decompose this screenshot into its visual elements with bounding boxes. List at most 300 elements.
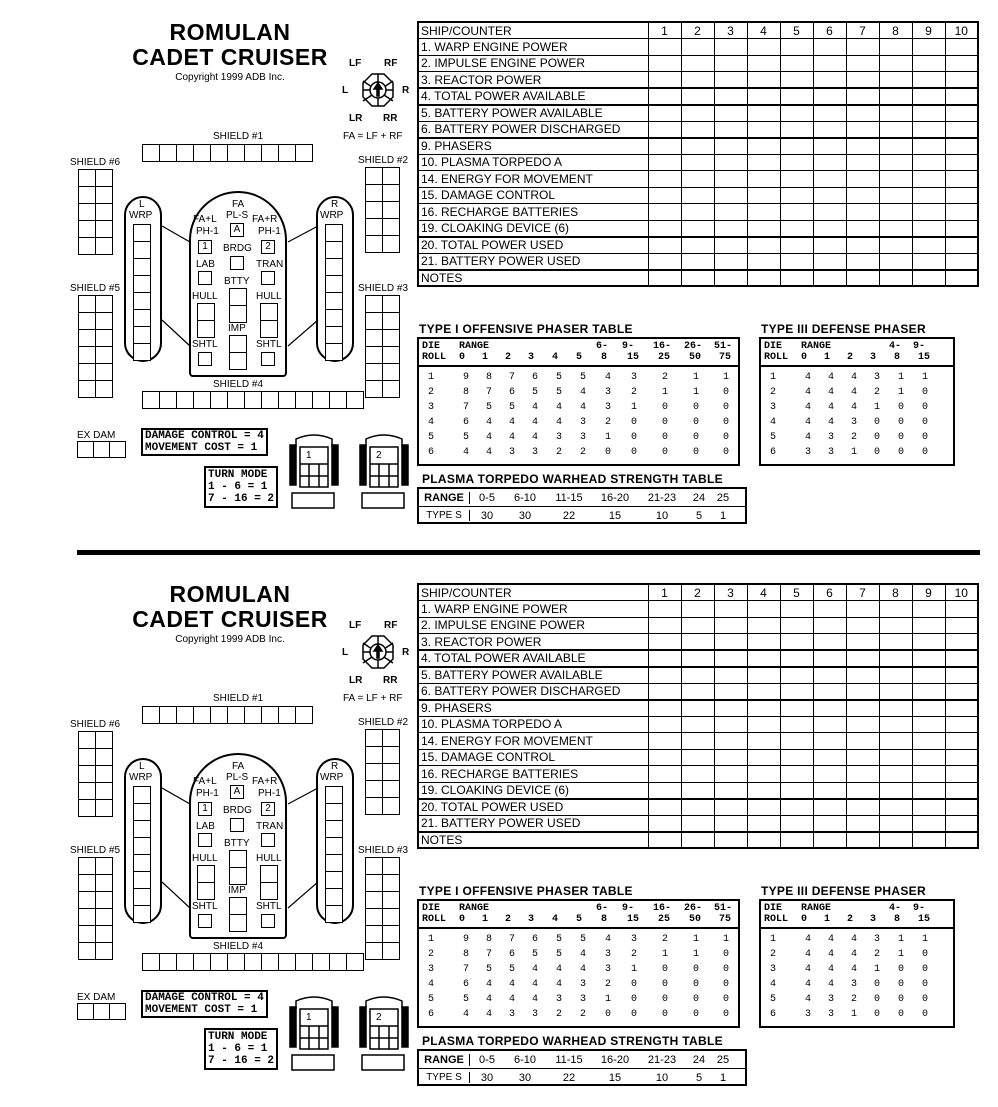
energy-cell[interactable] xyxy=(681,766,714,783)
energy-cell[interactable] xyxy=(681,799,714,816)
energy-cell[interactable] xyxy=(879,55,912,72)
phaser-1-box[interactable]: 1 xyxy=(198,802,212,816)
energy-cell[interactable] xyxy=(879,105,912,122)
energy-cell[interactable] xyxy=(912,270,945,287)
shuttle-left-box[interactable] xyxy=(198,352,212,366)
energy-cell[interactable] xyxy=(879,88,912,105)
energy-cell[interactable] xyxy=(846,700,879,717)
energy-cell[interactable] xyxy=(747,121,780,138)
energy-cell[interactable] xyxy=(846,683,879,700)
energy-cell[interactable] xyxy=(813,683,846,700)
energy-cell[interactable] xyxy=(879,650,912,667)
shield-3-boxes[interactable] xyxy=(365,857,400,960)
energy-cell[interactable] xyxy=(648,39,681,56)
energy-cell[interactable] xyxy=(648,799,681,816)
energy-cell[interactable] xyxy=(780,815,813,832)
energy-cell[interactable] xyxy=(945,749,978,766)
hull-right-boxes[interactable] xyxy=(260,865,278,900)
energy-cell[interactable] xyxy=(747,667,780,684)
energy-cell[interactable] xyxy=(912,204,945,221)
energy-cell[interactable] xyxy=(780,154,813,171)
energy-cell[interactable] xyxy=(945,799,978,816)
energy-cell[interactable] xyxy=(879,634,912,651)
energy-cell[interactable] xyxy=(780,270,813,287)
energy-cell[interactable] xyxy=(813,105,846,122)
energy-cell[interactable] xyxy=(945,105,978,122)
energy-cell[interactable] xyxy=(813,72,846,89)
energy-cell[interactable] xyxy=(813,220,846,237)
energy-cell[interactable] xyxy=(846,88,879,105)
energy-cell[interactable] xyxy=(714,72,747,89)
energy-cell[interactable] xyxy=(879,72,912,89)
energy-cell[interactable] xyxy=(879,749,912,766)
energy-cell[interactable] xyxy=(912,55,945,72)
energy-cell[interactable] xyxy=(648,617,681,634)
energy-cell[interactable] xyxy=(846,121,879,138)
energy-cell[interactable] xyxy=(879,700,912,717)
energy-cell[interactable] xyxy=(912,220,945,237)
energy-cell[interactable] xyxy=(813,601,846,618)
energy-cell[interactable] xyxy=(747,39,780,56)
energy-cell[interactable] xyxy=(813,121,846,138)
energy-cell[interactable] xyxy=(681,601,714,618)
energy-cell[interactable] xyxy=(879,832,912,849)
hull-left-boxes[interactable] xyxy=(197,865,215,900)
energy-cell[interactable] xyxy=(747,88,780,105)
energy-cell[interactable] xyxy=(945,667,978,684)
energy-cell[interactable] xyxy=(747,253,780,270)
energy-cell[interactable] xyxy=(846,253,879,270)
energy-cell[interactable] xyxy=(714,204,747,221)
energy-cell[interactable] xyxy=(747,617,780,634)
phaser-1-box[interactable]: 1 xyxy=(198,240,212,254)
energy-cell[interactable] xyxy=(780,650,813,667)
energy-cell[interactable] xyxy=(813,650,846,667)
energy-cell[interactable] xyxy=(780,105,813,122)
energy-cell[interactable] xyxy=(648,815,681,832)
energy-cell[interactable] xyxy=(780,220,813,237)
shield-4-boxes[interactable] xyxy=(142,953,364,971)
energy-cell[interactable] xyxy=(846,799,879,816)
energy-cell[interactable] xyxy=(813,88,846,105)
energy-cell[interactable] xyxy=(681,154,714,171)
energy-cell[interactable] xyxy=(648,121,681,138)
energy-cell[interactable] xyxy=(945,220,978,237)
energy-cell[interactable] xyxy=(912,667,945,684)
lab-box[interactable] xyxy=(198,271,212,285)
battery-boxes[interactable] xyxy=(229,850,247,885)
energy-cell[interactable] xyxy=(747,105,780,122)
energy-cell[interactable] xyxy=(945,171,978,188)
energy-cell[interactable] xyxy=(879,782,912,799)
energy-cell[interactable] xyxy=(846,601,879,618)
energy-cell[interactable] xyxy=(747,650,780,667)
energy-cell[interactable] xyxy=(714,733,747,750)
energy-cell[interactable] xyxy=(714,799,747,816)
hull-left-boxes[interactable] xyxy=(197,303,215,338)
energy-cell[interactable] xyxy=(813,154,846,171)
energy-cell[interactable] xyxy=(648,601,681,618)
energy-cell[interactable] xyxy=(813,815,846,832)
energy-cell[interactable] xyxy=(912,237,945,254)
energy-cell[interactable] xyxy=(945,733,978,750)
energy-cell[interactable] xyxy=(945,237,978,254)
energy-cell[interactable] xyxy=(714,55,747,72)
energy-cell[interactable] xyxy=(681,187,714,204)
energy-cell[interactable] xyxy=(714,700,747,717)
energy-cell[interactable] xyxy=(681,782,714,799)
energy-cell[interactable] xyxy=(681,88,714,105)
energy-cell[interactable] xyxy=(747,766,780,783)
energy-cell[interactable] xyxy=(714,601,747,618)
energy-cell[interactable] xyxy=(813,782,846,799)
energy-cell[interactable] xyxy=(648,187,681,204)
energy-cell[interactable] xyxy=(945,154,978,171)
energy-cell[interactable] xyxy=(780,766,813,783)
energy-cell[interactable] xyxy=(813,253,846,270)
energy-cell[interactable] xyxy=(714,121,747,138)
energy-cell[interactable] xyxy=(846,138,879,155)
energy-cell[interactable] xyxy=(912,650,945,667)
energy-cell[interactable] xyxy=(813,171,846,188)
energy-cell[interactable] xyxy=(681,700,714,717)
energy-cell[interactable] xyxy=(846,39,879,56)
energy-cell[interactable] xyxy=(846,72,879,89)
energy-cell[interactable] xyxy=(648,237,681,254)
energy-cell[interactable] xyxy=(780,601,813,618)
energy-cell[interactable] xyxy=(780,716,813,733)
shield-1-boxes[interactable] xyxy=(142,706,313,724)
energy-cell[interactable] xyxy=(945,782,978,799)
energy-cell[interactable] xyxy=(846,766,879,783)
energy-cell[interactable] xyxy=(681,121,714,138)
energy-cell[interactable] xyxy=(846,716,879,733)
energy-cell[interactable] xyxy=(714,187,747,204)
energy-cell[interactable] xyxy=(780,88,813,105)
energy-cell[interactable] xyxy=(813,832,846,849)
energy-cell[interactable] xyxy=(780,634,813,651)
energy-cell[interactable] xyxy=(648,55,681,72)
energy-cell[interactable] xyxy=(945,601,978,618)
plasma-torpedo-a-box[interactable]: A xyxy=(230,223,244,237)
energy-cell[interactable] xyxy=(747,683,780,700)
energy-cell[interactable] xyxy=(648,700,681,717)
energy-cell[interactable] xyxy=(648,72,681,89)
energy-cell[interactable] xyxy=(846,617,879,634)
energy-cell[interactable] xyxy=(945,138,978,155)
energy-cell[interactable] xyxy=(648,733,681,750)
energy-cell[interactable] xyxy=(879,815,912,832)
energy-cell[interactable] xyxy=(912,815,945,832)
energy-cell[interactable] xyxy=(846,667,879,684)
energy-cell[interactable] xyxy=(879,601,912,618)
battery-boxes[interactable] xyxy=(229,288,247,323)
energy-cell[interactable] xyxy=(945,832,978,849)
energy-cell[interactable] xyxy=(945,187,978,204)
energy-cell[interactable] xyxy=(681,220,714,237)
energy-cell[interactable] xyxy=(747,237,780,254)
energy-cell[interactable] xyxy=(780,832,813,849)
energy-cell[interactable] xyxy=(681,105,714,122)
energy-cell[interactable] xyxy=(714,171,747,188)
shield-2-boxes[interactable] xyxy=(365,167,400,253)
energy-cell[interactable] xyxy=(714,683,747,700)
energy-cell[interactable] xyxy=(681,237,714,254)
energy-cell[interactable] xyxy=(912,832,945,849)
energy-cell[interactable] xyxy=(681,204,714,221)
energy-cell[interactable] xyxy=(714,617,747,634)
shuttle-right-box[interactable] xyxy=(261,914,275,928)
energy-cell[interactable] xyxy=(912,733,945,750)
energy-cell[interactable] xyxy=(846,270,879,287)
energy-cell[interactable] xyxy=(846,650,879,667)
energy-cell[interactable] xyxy=(912,105,945,122)
energy-cell[interactable] xyxy=(681,650,714,667)
energy-cell[interactable] xyxy=(714,253,747,270)
bridge-box[interactable] xyxy=(230,256,244,270)
energy-cell[interactable] xyxy=(648,683,681,700)
energy-cell[interactable] xyxy=(945,39,978,56)
energy-cell[interactable] xyxy=(648,634,681,651)
energy-cell[interactable] xyxy=(813,634,846,651)
energy-cell[interactable] xyxy=(681,39,714,56)
energy-cell[interactable] xyxy=(747,832,780,849)
energy-cell[interactable] xyxy=(780,667,813,684)
energy-cell[interactable] xyxy=(681,733,714,750)
tran-box[interactable] xyxy=(261,833,275,847)
shield-2-boxes[interactable] xyxy=(365,729,400,815)
energy-cell[interactable] xyxy=(714,716,747,733)
energy-cell[interactable] xyxy=(945,815,978,832)
energy-cell[interactable] xyxy=(912,171,945,188)
shield-5-boxes[interactable] xyxy=(78,295,113,398)
energy-cell[interactable] xyxy=(648,749,681,766)
phaser-2-box[interactable]: 2 xyxy=(261,240,275,254)
energy-cell[interactable] xyxy=(945,634,978,651)
energy-cell[interactable] xyxy=(879,220,912,237)
energy-cell[interactable] xyxy=(945,253,978,270)
energy-cell[interactable] xyxy=(813,237,846,254)
energy-cell[interactable] xyxy=(714,832,747,849)
energy-cell[interactable] xyxy=(780,749,813,766)
phaser-2-box[interactable]: 2 xyxy=(261,802,275,816)
energy-cell[interactable] xyxy=(681,716,714,733)
energy-cell[interactable] xyxy=(879,270,912,287)
energy-cell[interactable] xyxy=(747,154,780,171)
exdam-boxes[interactable] xyxy=(77,441,126,458)
energy-cell[interactable] xyxy=(714,815,747,832)
energy-cell[interactable] xyxy=(780,39,813,56)
energy-cell[interactable] xyxy=(648,105,681,122)
energy-cell[interactable] xyxy=(846,187,879,204)
energy-cell[interactable] xyxy=(648,253,681,270)
energy-cell[interactable] xyxy=(846,154,879,171)
energy-cell[interactable] xyxy=(648,204,681,221)
energy-cell[interactable] xyxy=(846,171,879,188)
energy-cell[interactable] xyxy=(846,733,879,750)
energy-cell[interactable] xyxy=(813,749,846,766)
energy-cell[interactable] xyxy=(846,815,879,832)
exdam-boxes[interactable] xyxy=(77,1003,126,1020)
energy-cell[interactable] xyxy=(747,171,780,188)
impulse-boxes[interactable] xyxy=(229,335,247,370)
energy-cell[interactable] xyxy=(879,766,912,783)
energy-cell[interactable] xyxy=(879,204,912,221)
shuttle-right-box[interactable] xyxy=(261,352,275,366)
left-warp-boxes[interactable] xyxy=(133,224,151,361)
lab-box[interactable] xyxy=(198,833,212,847)
energy-cell[interactable] xyxy=(945,716,978,733)
energy-cell[interactable] xyxy=(714,749,747,766)
energy-cell[interactable] xyxy=(648,716,681,733)
energy-cell[interactable] xyxy=(714,766,747,783)
energy-cell[interactable] xyxy=(714,220,747,237)
energy-cell[interactable] xyxy=(747,634,780,651)
energy-cell[interactable] xyxy=(945,683,978,700)
shield-1-boxes[interactable] xyxy=(142,144,313,162)
energy-cell[interactable] xyxy=(747,270,780,287)
impulse-boxes[interactable] xyxy=(229,897,247,932)
shield-4-boxes[interactable] xyxy=(142,391,364,409)
energy-cell[interactable] xyxy=(681,815,714,832)
energy-cell[interactable] xyxy=(945,617,978,634)
energy-cell[interactable] xyxy=(813,617,846,634)
energy-cell[interactable] xyxy=(648,832,681,849)
energy-cell[interactable] xyxy=(912,88,945,105)
energy-cell[interactable] xyxy=(912,782,945,799)
energy-cell[interactable] xyxy=(846,204,879,221)
energy-cell[interactable] xyxy=(912,766,945,783)
energy-cell[interactable] xyxy=(945,766,978,783)
energy-cell[interactable] xyxy=(879,667,912,684)
energy-cell[interactable] xyxy=(714,782,747,799)
energy-cell[interactable] xyxy=(714,237,747,254)
energy-cell[interactable] xyxy=(912,716,945,733)
energy-cell[interactable] xyxy=(813,204,846,221)
hull-right-boxes[interactable] xyxy=(260,303,278,338)
energy-cell[interactable] xyxy=(648,88,681,105)
energy-cell[interactable] xyxy=(945,270,978,287)
energy-cell[interactable] xyxy=(747,138,780,155)
energy-cell[interactable] xyxy=(681,749,714,766)
energy-cell[interactable] xyxy=(747,220,780,237)
energy-cell[interactable] xyxy=(780,617,813,634)
energy-cell[interactable] xyxy=(780,204,813,221)
energy-cell[interactable] xyxy=(846,220,879,237)
energy-cell[interactable] xyxy=(681,253,714,270)
energy-cell[interactable] xyxy=(912,601,945,618)
energy-cell[interactable] xyxy=(714,105,747,122)
energy-cell[interactable] xyxy=(714,270,747,287)
energy-cell[interactable] xyxy=(747,187,780,204)
energy-cell[interactable] xyxy=(681,72,714,89)
energy-cell[interactable] xyxy=(681,683,714,700)
energy-cell[interactable] xyxy=(945,55,978,72)
energy-cell[interactable] xyxy=(681,138,714,155)
energy-cell[interactable] xyxy=(648,171,681,188)
energy-cell[interactable] xyxy=(747,700,780,717)
energy-cell[interactable] xyxy=(912,634,945,651)
energy-cell[interactable] xyxy=(879,154,912,171)
energy-cell[interactable] xyxy=(648,667,681,684)
energy-cell[interactable] xyxy=(813,270,846,287)
energy-cell[interactable] xyxy=(780,683,813,700)
energy-cell[interactable] xyxy=(912,121,945,138)
energy-cell[interactable] xyxy=(681,634,714,651)
shield-3-boxes[interactable] xyxy=(365,295,400,398)
energy-cell[interactable] xyxy=(714,667,747,684)
energy-cell[interactable] xyxy=(714,39,747,56)
shield-6-boxes[interactable] xyxy=(78,731,113,817)
energy-cell[interactable] xyxy=(780,253,813,270)
energy-cell[interactable] xyxy=(912,39,945,56)
plasma-torpedo-a-box[interactable]: A xyxy=(230,785,244,799)
energy-cell[interactable] xyxy=(945,700,978,717)
energy-cell[interactable] xyxy=(648,782,681,799)
energy-cell[interactable] xyxy=(879,799,912,816)
energy-cell[interactable] xyxy=(747,799,780,816)
energy-cell[interactable] xyxy=(846,105,879,122)
energy-cell[interactable] xyxy=(912,72,945,89)
energy-cell[interactable] xyxy=(813,55,846,72)
energy-cell[interactable] xyxy=(648,138,681,155)
energy-cell[interactable] xyxy=(912,617,945,634)
energy-cell[interactable] xyxy=(714,88,747,105)
energy-cell[interactable] xyxy=(747,55,780,72)
energy-cell[interactable] xyxy=(780,55,813,72)
energy-cell[interactable] xyxy=(813,700,846,717)
energy-cell[interactable] xyxy=(813,799,846,816)
energy-cell[interactable] xyxy=(879,121,912,138)
energy-cell[interactable] xyxy=(780,121,813,138)
energy-cell[interactable] xyxy=(648,766,681,783)
energy-cell[interactable] xyxy=(879,171,912,188)
shuttle-left-box[interactable] xyxy=(198,914,212,928)
energy-cell[interactable] xyxy=(912,683,945,700)
energy-cell[interactable] xyxy=(747,601,780,618)
energy-cell[interactable] xyxy=(912,253,945,270)
energy-cell[interactable] xyxy=(780,733,813,750)
energy-cell[interactable] xyxy=(945,204,978,221)
energy-cell[interactable] xyxy=(747,733,780,750)
energy-cell[interactable] xyxy=(912,154,945,171)
energy-cell[interactable] xyxy=(780,700,813,717)
energy-cell[interactable] xyxy=(681,667,714,684)
energy-cell[interactable] xyxy=(648,270,681,287)
energy-cell[interactable] xyxy=(681,55,714,72)
energy-cell[interactable] xyxy=(648,650,681,667)
energy-cell[interactable] xyxy=(846,634,879,651)
energy-cell[interactable] xyxy=(780,187,813,204)
energy-cell[interactable] xyxy=(945,88,978,105)
energy-cell[interactable] xyxy=(846,749,879,766)
energy-cell[interactable] xyxy=(714,138,747,155)
energy-cell[interactable] xyxy=(747,749,780,766)
energy-cell[interactable] xyxy=(813,733,846,750)
energy-cell[interactable] xyxy=(780,72,813,89)
energy-cell[interactable] xyxy=(879,187,912,204)
energy-cell[interactable] xyxy=(747,782,780,799)
energy-cell[interactable] xyxy=(747,815,780,832)
energy-cell[interactable] xyxy=(681,270,714,287)
energy-cell[interactable] xyxy=(912,749,945,766)
energy-cell[interactable] xyxy=(945,72,978,89)
energy-cell[interactable] xyxy=(879,39,912,56)
energy-cell[interactable] xyxy=(648,220,681,237)
energy-cell[interactable] xyxy=(681,171,714,188)
energy-cell[interactable] xyxy=(945,121,978,138)
energy-cell[interactable] xyxy=(780,799,813,816)
